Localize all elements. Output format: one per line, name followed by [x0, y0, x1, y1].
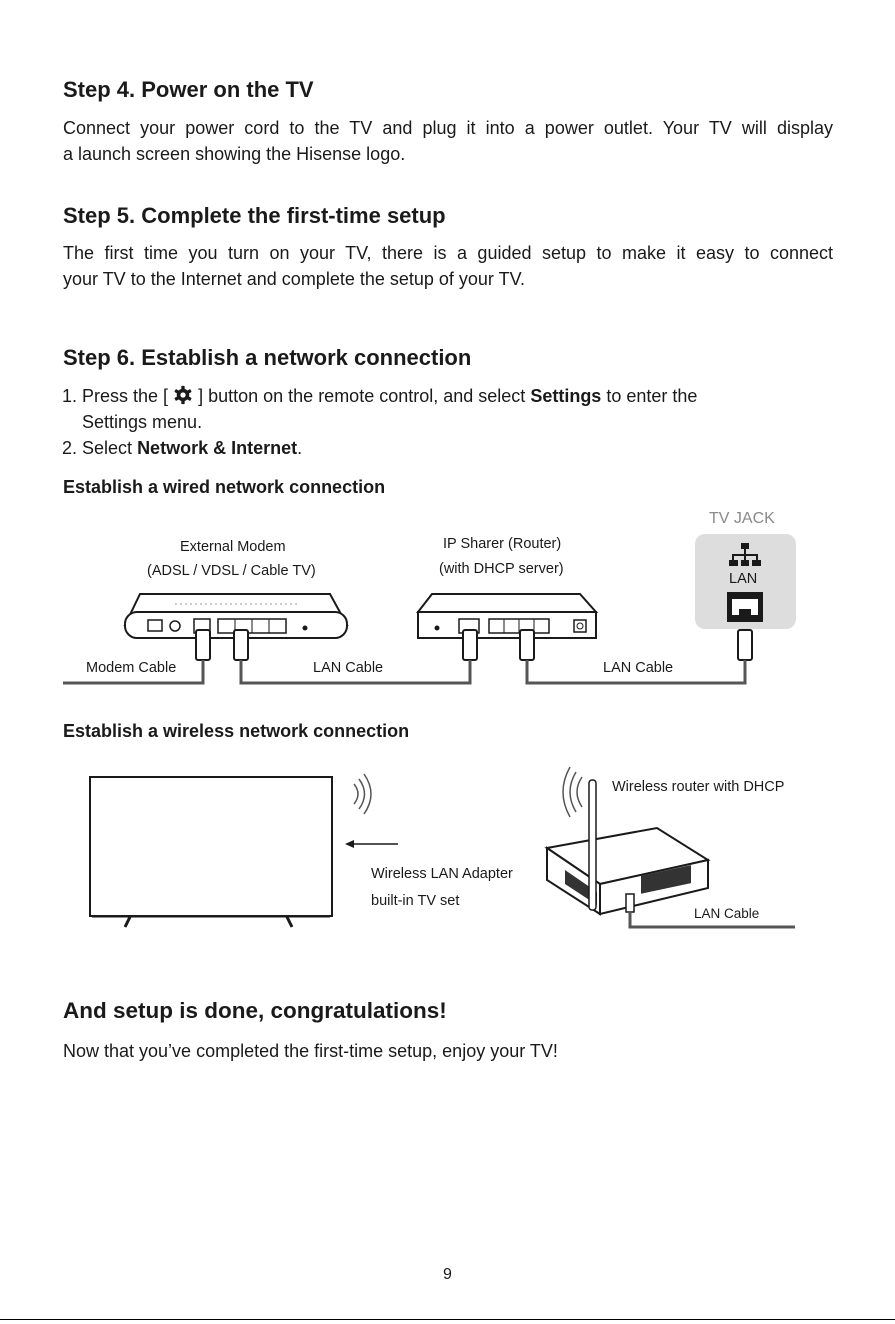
tv-jack-label: TV JACK: [709, 510, 775, 527]
lan-port-label: LAN: [729, 571, 758, 587]
item1-mid: ] button on the remote control, and select: [198, 386, 526, 406]
wireless-lan-cable-label: LAN Cable: [694, 906, 760, 921]
step5-title: Step 5. Complete the first-time setup: [63, 203, 446, 228]
wireless-router-label: Wireless router with DHCP: [612, 779, 785, 795]
network-internet-bold: Network & Internet: [137, 438, 298, 458]
router-label-2: (with DHCP server): [439, 561, 564, 577]
modem-cable-label: Modem Cable: [86, 660, 177, 676]
adapter-label-2: built-in TV set: [371, 893, 460, 909]
lan-cable-label-2: LAN Cable: [603, 660, 674, 676]
wireless-title: Establish a wireless network connection: [63, 721, 410, 741]
step5-line1: The first time you turn on your TV, there is a guided setup to make it easy to connect: [63, 243, 833, 263]
step6-item-1-cont: Settings menu.: [82, 412, 203, 432]
step4-line2: a launch screen showing the Hisense logo.: [63, 144, 406, 164]
step5-line2: your TV to the Internet and complete the setup of your TV.: [63, 269, 525, 289]
lan-cable-label-1: LAN Cable: [313, 660, 384, 676]
step4-title: Step 4. Power on the TV: [63, 77, 314, 102]
page-number: 9: [443, 1266, 452, 1283]
bottom-rule: [0, 1319, 895, 1320]
item1-prefix: 1. Press the [: [62, 386, 169, 406]
step6-title: Step 6. Establish a network connection: [63, 345, 472, 370]
modem-label-2: (ADSL / VDSL / Cable TV): [147, 563, 316, 579]
item1-suffix: to enter the: [606, 386, 698, 406]
item2-prefix: 2. Select: [62, 438, 133, 458]
settings-bold: Settings: [530, 386, 602, 406]
wifi-waves-tv: [354, 774, 371, 814]
item2-suffix: .: [297, 438, 303, 458]
router-label-1: IP Sharer (Router): [443, 536, 562, 552]
step4-line1: Connect your power cord to the TV and plug it into a power outlet. Your TV will display: [63, 118, 833, 138]
wifi-waves-router: [563, 767, 582, 817]
done-title: And setup is done, congratulations!: [63, 998, 447, 1023]
wired-title: Establish a wired network connection: [63, 477, 386, 497]
tv-device: [90, 777, 332, 927]
modem-label-1: External Modem: [180, 539, 286, 555]
router-device: [418, 594, 596, 638]
done-body: Now that you’ve completed the first-time setup, enjoy your TV!: [63, 1041, 558, 1061]
adapter-label-1: Wireless LAN Adapter: [371, 866, 513, 882]
